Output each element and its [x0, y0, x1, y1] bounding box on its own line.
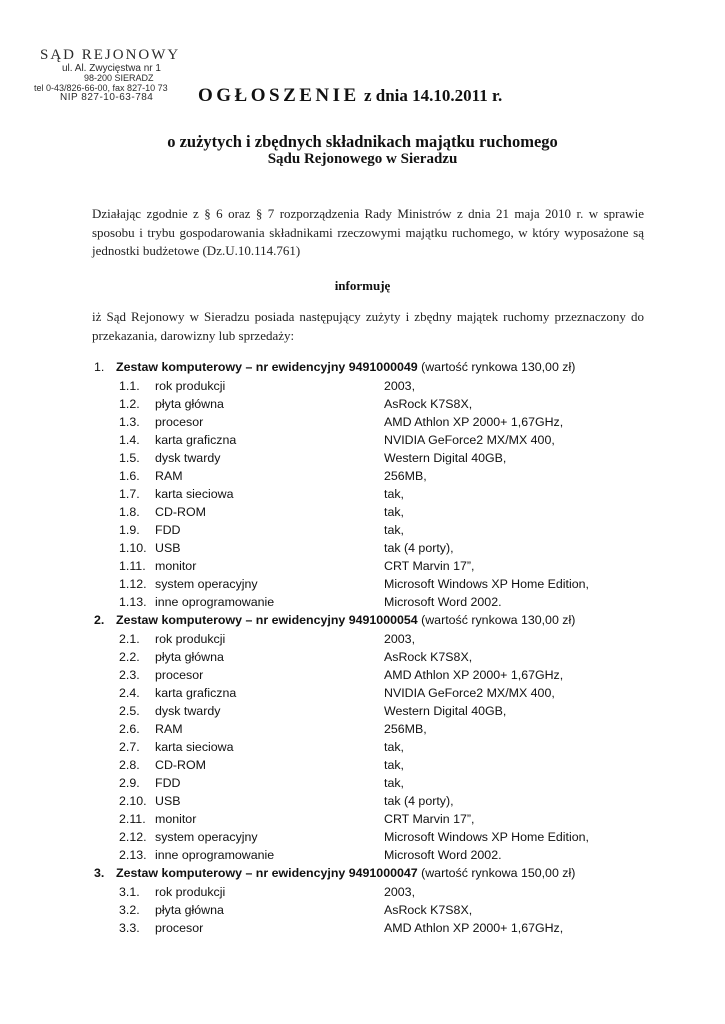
spec-value: tak (4 porty), [384, 541, 454, 555]
spec-row [0, 792, 725, 810]
spec-row [0, 485, 725, 503]
spec-value: 2003, [384, 632, 416, 646]
spec-row [0, 539, 725, 557]
spec-value: AsRock K7S8X, [384, 903, 473, 917]
spec-label: CD-ROM [155, 758, 206, 772]
spec-row [0, 684, 725, 702]
spec-value: CRT Marvin 17”, [384, 812, 475, 826]
spec-value: tak, [384, 487, 404, 501]
spec-value: AsRock K7S8X, [384, 397, 473, 411]
spec-value: tak, [384, 776, 404, 790]
spec-value: Western Digital 40GB, [384, 451, 507, 465]
spec-value: 2003, [384, 885, 416, 899]
spec-value: AMD Athlon XP 2000+ 1,67GHz, [384, 668, 564, 682]
spec-number: 1.4. [119, 433, 140, 447]
spec-number: 1.1. [119, 379, 140, 393]
spec-number: 1.6. [119, 469, 140, 483]
spec-row [0, 702, 725, 720]
spec-value: Microsoft Word 2002. [384, 848, 502, 862]
spec-row [0, 377, 725, 395]
spec-label: CD-ROM [155, 505, 206, 519]
computer-set [0, 358, 725, 611]
spec-value: 2003, [384, 379, 416, 393]
spec-row [0, 413, 725, 431]
spec-number: 2.6. [119, 722, 140, 736]
spec-row [0, 630, 725, 648]
spec-row [0, 593, 725, 611]
spec-number: 1.9. [119, 523, 140, 537]
spec-label: karta sieciowa [155, 487, 234, 501]
spec-value: tak (4 porty), [384, 794, 454, 808]
intro-paragraph: Działając zgodnie z § 6 oraz § 7 rozporządzenia Rady Ministrów z dnia 21 maja 2010 r. w sprawie sposobu i trybu gospodarowania składnikami rzeczowymi majątku ruchomego, w który wyposażone są jednostki budżetowe (Dz.U.10.114.761) [92, 206, 644, 258]
spec-label: dysk twardy [155, 451, 221, 465]
spec-number: 2.2. [119, 650, 140, 664]
stamp-court-name: SĄD REJONOWY [40, 47, 181, 63]
set-inventory-title: Zestaw komputerowy – nr ewidencyjny 9491000054 [116, 613, 418, 627]
spec-value: Microsoft Windows XP Home Edition, [384, 830, 589, 844]
assets-paragraph: iż Sąd Rejonowy w Sieradzu posiada następujący zużyty i zbędny majątek ruchomy przeznaczony do przekazania, darowizny lub sprzedaży: [92, 309, 644, 343]
spec-label: procesor [155, 668, 204, 682]
spec-label: RAM [155, 469, 183, 483]
stamp-tel-fax: tel 0-43/826-66-00, fax 827-10 73 [34, 82, 168, 93]
set-number: 1. [94, 360, 105, 374]
spec-number: 1.10. [119, 541, 147, 555]
set-title-text [116, 864, 575, 883]
spec-number: 1.2. [119, 397, 140, 411]
spec-label: rok produkcji [155, 632, 226, 646]
spec-row [0, 395, 725, 413]
spec-row [0, 521, 725, 539]
spec-number: 1.12. [119, 577, 147, 591]
set-number: 2. [94, 613, 105, 627]
announcement-heading [198, 85, 502, 107]
spec-label: monitor [155, 812, 197, 826]
spec-label: karta graficzna [155, 686, 237, 700]
spec-row [0, 720, 725, 738]
spec-value: 256MB, [384, 722, 427, 736]
set-market-value: (wartość rynkowa 150,00 zł) [417, 866, 576, 880]
spec-label: karta graficzna [155, 433, 237, 447]
spec-row [0, 503, 725, 521]
spec-row [0, 883, 725, 901]
spec-label: rok produkcji [155, 379, 226, 393]
spec-label: system operacyjny [155, 577, 258, 591]
stamp-address: ul. Al. Zwycięstwa nr 1 [62, 62, 161, 74]
spec-row [0, 467, 725, 485]
spec-row [0, 431, 725, 449]
spec-row [0, 919, 725, 937]
spec-number: 2.1. [119, 632, 140, 646]
set-market-value: (wartość rynkowa 130,00 zł) [417, 360, 576, 374]
spec-row [0, 575, 725, 593]
spec-row [0, 774, 725, 792]
spec-number: 2.9. [119, 776, 140, 790]
spec-number: 2.13. [119, 848, 147, 862]
spec-label: procesor [155, 415, 204, 429]
spec-number: 1.7. [119, 487, 140, 501]
spec-label: płyta główna [155, 650, 224, 664]
spec-number: 2.10. [119, 794, 147, 808]
set-inventory-title: Zestaw komputerowy – nr ewidencyjny 9491000049 [116, 360, 418, 374]
spec-label: monitor [155, 559, 197, 573]
spec-number: 3.3. [119, 921, 140, 935]
set-market-value: (wartość rynkowa 130,00 zł) [417, 613, 576, 627]
spec-row [0, 738, 725, 756]
spec-value: AsRock K7S8X, [384, 650, 473, 664]
spec-label: USB [155, 794, 181, 808]
spec-value: Microsoft Word 2002. [384, 595, 502, 609]
spec-value: CRT Marvin 17”, [384, 559, 475, 573]
spec-number: 3.1. [119, 885, 140, 899]
spec-number: 2.4. [119, 686, 140, 700]
heading-word: OGŁOSZENIE [198, 85, 360, 106]
stamp-zip-city: 98-200 SIERADZ [84, 73, 154, 84]
spec-row [0, 901, 725, 919]
spec-number: 2.3. [119, 668, 140, 682]
spec-value: AMD Athlon XP 2000+ 1,67GHz, [384, 921, 564, 935]
spec-row [0, 846, 725, 864]
spec-value: tak, [384, 740, 404, 754]
heading-date: z dnia 14.10.2011 r. [359, 86, 503, 105]
spec-label: karta sieciowa [155, 740, 234, 754]
spec-value: 256MB, [384, 469, 427, 483]
spec-number: 1.11. [119, 559, 146, 573]
spec-value: AMD Athlon XP 2000+ 1,67GHz, [384, 415, 564, 429]
spec-number: 2.8. [119, 758, 140, 772]
spec-number: 1.5. [119, 451, 140, 465]
spec-row [0, 449, 725, 467]
spec-number: 2.11. [119, 812, 146, 826]
court-stamp [34, 48, 204, 104]
spec-label: procesor [155, 921, 204, 935]
set-title-text [116, 358, 575, 377]
spec-label: rok produkcji [155, 885, 226, 899]
stamp-nip: NIP 827-10-63-784 [60, 92, 154, 104]
spec-number: 1.3. [119, 415, 140, 429]
spec-label: FDD [155, 776, 181, 790]
spec-row [0, 666, 725, 684]
subtitle-line-1: o zużytych i zbędnych składnikach majątku ruchomego [167, 132, 558, 151]
set-number: 3. [94, 866, 105, 880]
spec-number: 1.8. [119, 505, 140, 519]
spec-row [0, 756, 725, 774]
spec-value: tak, [384, 523, 404, 537]
spec-number: 3.2. [119, 903, 140, 917]
spec-label: dysk twardy [155, 704, 221, 718]
spec-number: 2.5. [119, 704, 140, 718]
spec-number: 2.7. [119, 740, 140, 754]
spec-row [0, 648, 725, 666]
spec-value: Western Digital 40GB, [384, 704, 507, 718]
spec-value: NVIDIA GeForce2 MX/MX 400, [384, 686, 555, 700]
spec-row [0, 828, 725, 846]
spec-number: 1.13. [119, 595, 147, 609]
spec-label: inne oprogramowanie [155, 848, 275, 862]
spec-label: płyta główna [155, 903, 224, 917]
spec-label: FDD [155, 523, 181, 537]
computer-set [0, 864, 725, 937]
spec-label: system operacyjny [155, 830, 258, 844]
spec-value: tak, [384, 758, 404, 772]
subtitle-line-2: Sądu Rejonowego w Sieradzu [267, 151, 458, 167]
set-inventory-title: Zestaw komputerowy – nr ewidencyjny 9491000047 [116, 866, 418, 880]
spec-row [0, 557, 725, 575]
spec-label: USB [155, 541, 181, 555]
computer-set-title [0, 864, 725, 883]
spec-label: inne oprogramowanie [155, 595, 275, 609]
spec-row [0, 810, 725, 828]
computer-set-title [0, 358, 725, 377]
spec-value: NVIDIA GeForce2 MX/MX 400, [384, 433, 555, 447]
asset-list [0, 358, 725, 937]
computer-set-title [0, 611, 725, 630]
informuje-heading: informuję [334, 278, 391, 293]
spec-label: RAM [155, 722, 183, 736]
spec-number: 2.12. [119, 830, 147, 844]
set-title-text [116, 611, 575, 630]
computer-set [0, 611, 725, 864]
spec-value: tak, [384, 505, 404, 519]
spec-label: płyta główna [155, 397, 224, 411]
spec-value: Microsoft Windows XP Home Edition, [384, 577, 589, 591]
